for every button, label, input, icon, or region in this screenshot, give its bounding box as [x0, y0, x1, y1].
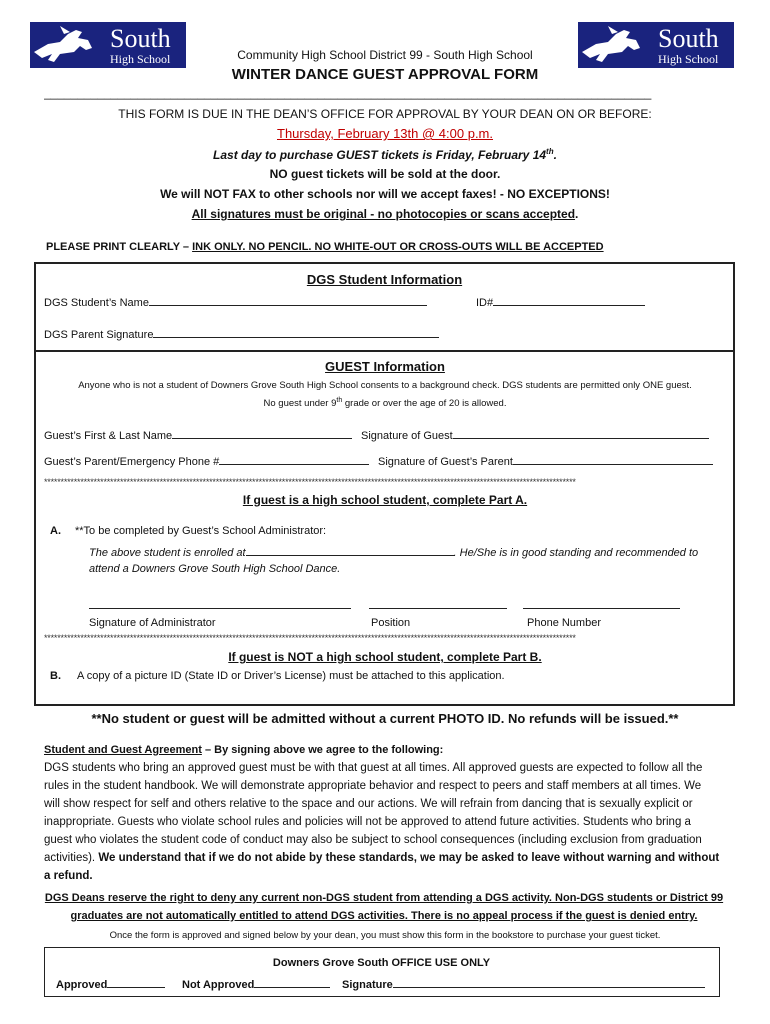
- dean-signature-field[interactable]: Signature: [342, 976, 705, 991]
- enrolled-line-2: attend a Downers Grove South High School Dance.: [89, 563, 341, 575]
- form-title: WINTER DANCE GUEST APPROVAL FORM: [231, 66, 539, 83]
- admin-signature-line[interactable]: [89, 608, 351, 609]
- part-a-instruction: **To be completed by Guest’s School Administrator:: [75, 525, 327, 537]
- district-name: Community High School District 99 - South High School: [237, 48, 533, 62]
- phone-number-line[interactable]: [523, 608, 680, 609]
- part-a-letter: A.: [50, 525, 61, 537]
- part-b-heading: If guest is NOT a high school student, complete Part B.: [228, 650, 542, 664]
- admittance-notice: **No student or guest will be admitted without a current PHOTO ID. No refunds will be issued.**: [91, 711, 679, 726]
- logo-line2: High School: [658, 51, 719, 66]
- print-clearly: PLEASE PRINT CLEARLY – INK ONLY. NO PENCIL. NO WHITE-OUT OR CROSS-OUTS WILL BE ACCEPTED: [46, 241, 604, 253]
- student-name-field[interactable]: DGS Student’s Name: [44, 294, 427, 309]
- no-fax-notice: We will NOT FAX to other schools nor will we accept faxes! - NO EXCEPTIONS!: [160, 187, 610, 201]
- student-id-field[interactable]: ID#: [476, 294, 645, 309]
- deans-reserve-notice: DGS Deans reserve the right to deny any current non-DGS student from attending a DGS activity. Non-DGS students or District 99 graduates are not automatically entitled to attend DGS activities. There is no appeal process if the guest is denied entry.: [44, 892, 724, 922]
- enrolled-field[interactable]: The above student is enrolled at . He/She is in good standing and recommended to: [89, 544, 698, 559]
- phone-number-label: Phone Number: [527, 617, 601, 629]
- office-heading: Downers Grove South OFFICE USE ONLY: [272, 957, 491, 969]
- dgs-student-section: [34, 262, 735, 352]
- guest-signature-field[interactable]: Signature of Guest: [361, 427, 709, 442]
- dgs-heading: DGS Student Information: [306, 272, 463, 287]
- star-divider: *****************************************************************************************************************************************************************: [44, 477, 576, 487]
- position-label: Position: [371, 617, 411, 629]
- part-b-letter: B.: [50, 670, 61, 682]
- logo-line2: High School: [110, 51, 171, 66]
- position-line[interactable]: [369, 608, 507, 609]
- part-a-heading: If guest is a high school student, complete Part A.: [242, 493, 528, 507]
- star-divider: *****************************************************************************************************************************************************************: [44, 633, 576, 643]
- guest-note-1: Anyone who is not a student of Downers Grove South High School consents to a background check. DGS students are permitted only ONE guest.: [78, 380, 692, 391]
- approved-field[interactable]: Approved: [56, 976, 165, 991]
- once-approved-notice: Once the form is approved and signed below by your dean, you must show this form in the bookstore to purchase your guest ticket.: [109, 930, 661, 941]
- logo-line1: South: [110, 23, 171, 53]
- signatures-notice: All signatures must be original - no photocopies or scans accepted.: [191, 207, 579, 221]
- logo-line1: South: [658, 23, 719, 53]
- due-notice: THIS FORM IS DUE IN THE DEAN’S OFFICE FOR APPROVAL BY YOUR DEAN ON OR BEFORE:: [118, 107, 652, 121]
- office-use-section: [44, 947, 720, 997]
- not-approved-field[interactable]: Not Approved: [182, 976, 330, 991]
- guest-parent-signature-field[interactable]: Signature of Guest’s Parent: [378, 453, 713, 468]
- header-divider: ___________________________________________________________________________________________: [44, 86, 652, 100]
- admin-signature-label: Signature of Administrator: [89, 617, 216, 629]
- parent-signature-field[interactable]: DGS Parent Signature: [44, 326, 439, 341]
- agreement-section: [44, 741, 720, 885]
- guest-heading: GUEST Information: [325, 359, 445, 374]
- no-door-notice: NO guest tickets will be sold at the door.: [269, 167, 501, 181]
- guest-note-2: No guest under 9th grade or over the age of 20 is allowed.: [263, 397, 507, 410]
- agreement-body: DGS students who bring an approved guest must be with that guest at all times. All approved guests are expected to follow all the rules in the student handbook. We will demonstrate appropriate behavior and respect to peers and staff members at all times. We will show respect for self and others relative to the space and our actions. We will refrain from dancing that is sexually explicit or inappropriate. Guests who violate school rules and policies will not be approved to attend future activities. Students who bring a guest who violates the student code of conduct may also be subject to school consequences (including exclusion from graduation activities). We understand that if we do not abide by these standards, we may be asked to leave without warning and without a refund.: [44, 762, 720, 882]
- part-b-text: A copy of a picture ID (State ID or Driver’s License) must be attached to this application.: [77, 670, 505, 682]
- deadline: Thursday, February 13th @ 4:00 p.m.: [277, 126, 493, 141]
- guest-name-field[interactable]: Guest’s First & Last Name: [44, 427, 352, 442]
- agreement-title: Student and Guest Agreement – By signing above we agree to the following:: [44, 744, 444, 756]
- last-day-notice: Last day to purchase GUEST tickets is Friday, February 14th.: [213, 147, 557, 162]
- guest-phone-field[interactable]: Guest’s Parent/Emergency Phone #: [44, 453, 369, 468]
